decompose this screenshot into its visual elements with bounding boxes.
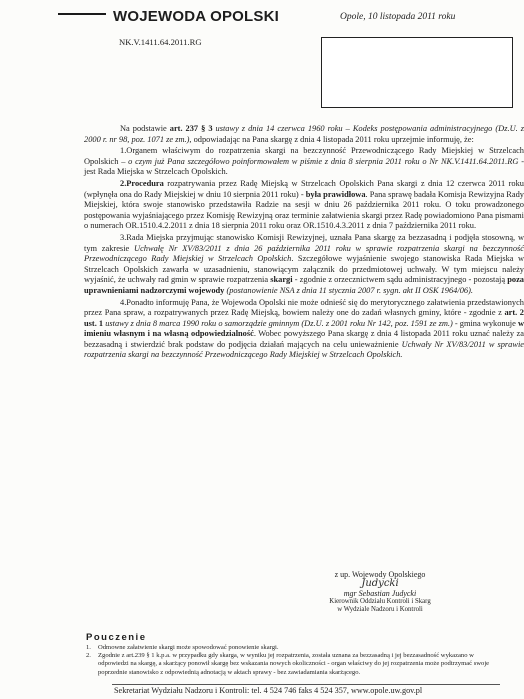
signatory-department: w Wydziale Nadzoru i Kontroli xyxy=(337,606,423,614)
letter-body xyxy=(84,124,524,362)
text-run: 4.Ponadto informuję Pana, że Wojewoda Opolski nie może odnieść się do merytorycznego załatwienia przedstawionych przez Pana spraw, a rozpatrywanych przez Radę Miejską, bowiem należy one do zadań własnych gminy, które - zgodnie z xyxy=(84,297,524,318)
paragraph-1 xyxy=(84,146,524,178)
authority-title: WOJEWODA OPOLSKI xyxy=(113,8,279,25)
text-run: poza uprawnieniami nadzorczymi wojewody xyxy=(84,275,524,295)
paragraph-3 xyxy=(84,233,524,297)
text-run: art. 237 § 3 xyxy=(169,124,213,133)
text-run: Na podstawie xyxy=(120,124,170,133)
pouczenie-item: 2. Zgodnie z art.239 § 1 k.p.a. w przypadku gdy skarga, w wyniku jej rozpatrzenia, została uznana za bezzasadną i jej bezzasadność wykazano w odpowiedzi na skargę, a skarżący ponowił skargę bez wskazania nowych okoliczności - organ właściwy do jej rozpatrzenia może podtrzymać swoje poprzednie stanowisko z odpowiednią adnotacją w aktach sprawy - bez zawiadamiania skarżącego. xyxy=(86,652,490,676)
redacted-address-box xyxy=(321,37,513,108)
text-run: . Pana sprawę badała Komisja Rewizyjna Rady Miejskiej, która swoje stanowisko przedstawiła Radzie na sesji w dniu 26 października 2011 roku. O toku prowadzonego postępowania wyjaśniającego przez Komisję Rewizyjną oraz terminie załatwienia skargi przez Radę powiadomiono Pana pismami o numerach OR.1510.4.2.2011 z dnia 18 sierpnia 2011 roku oraz OR.1510.4.3.2011 z dnia 7 października 2011 roku. xyxy=(84,189,524,231)
text-run: rozpatrywania przez Radę Miejską w Strzelcach Opolskich Pana skargi z dnia 12 czerwca 2011 roku (wpłynęła ona do Rady Miejskiej w dniu 10 sierpnia 2011 roku) - xyxy=(84,178,524,199)
text-run: – o czym już Pana szczegółowo poinformowałem w piśmie z dnia 8 sierpnia 2011 roku o Nr NK.V.1411.64.2011.RG xyxy=(118,156,519,166)
signature-block xyxy=(300,570,460,614)
text-run: , odpowiadając na Pana skargę z dnia 4 listopada 2011 roku uprzejmie informuję, że: xyxy=(189,134,474,144)
pouczenie-list xyxy=(86,644,506,677)
handwritten-signature: Judycki xyxy=(361,578,399,590)
signatory-title: Kierownik Oddziału Kontroli i Skarg xyxy=(329,598,431,606)
paragraph-2 xyxy=(84,179,524,232)
text-run: skargi xyxy=(270,275,293,285)
pouczenie-item: 1. Odmowne załatwienie skargi może spowodować ponowienie skargi. xyxy=(86,644,279,651)
text-run: . Szczegółowe wyjaśnienie swojego stanowiska Rada Miejska w Strzelcach Opolskich zawarła w uzasadnieniu, stanowiącym załącznik do przedmiotowej uchwały. W tym miejscu należy wyjaśnić, że uchwały rad gmin w sprawie rozpatrzenia xyxy=(84,254,524,285)
text-run: 1.Organem właściwym do rozpatrzenia skargi na bezczynność Przewodniczącego Rady Miejskiej w Strzelcach Opolskich xyxy=(84,146,524,166)
paragraph-intro xyxy=(84,124,524,145)
pouczenie-heading: Pouczenie xyxy=(86,632,147,643)
text-run: - zgodnie z orzecznictwem sądu administracyjnego - pozostają xyxy=(292,275,508,285)
footer-rule xyxy=(112,684,500,685)
text-run: . Wobec powyższego Pana skargę z dnia 4 listopada 2011 roku uznać należy za bezzasadną i stwierdzić brak podstaw do podjęcia działań mających na celu unieważnienie xyxy=(84,329,524,349)
text-run: w imieniu własnym i na własną odpowiedzialność xyxy=(84,318,524,339)
text-run: - gmina wykonuje xyxy=(452,318,518,328)
text-run: Uchwały Nr XV/83/2011 w sprawie rozpatrzenia skargi na bezczynność Przewodniczącego Rady Miejskiej w Strzelcach Opolskich. xyxy=(84,339,524,360)
text-run: 2.Procedura xyxy=(120,178,164,188)
text-run: 3.Rada Miejska przyjmując stanowisko Komisji Rewizyjnej, uznała Pana skargę za bezzasadną i podjęła stosowną, w tym zakresie xyxy=(84,232,524,253)
case-reference: NK.V.1411.64.2011.RG xyxy=(119,37,202,47)
text-run: (postanowienie NSA z dnia 11 stycznia 2007 r. sygn. akt II OSK 1964/06). xyxy=(224,285,473,295)
text-run: ustawy z dnia 8 marca 1990 roku o samorządzie gminnym (Dz.U. z 2001 roku Nr 142, poz. 1591 ze zm.) xyxy=(103,318,453,328)
footer-contact: Sekretariat Wydziału Nadzoru i Kontroli: tel. 4 524 746 faks 4 524 357, www.opole.uw.gov.pl xyxy=(114,686,423,695)
signatory-name: mgr Sebastian Judycki xyxy=(343,588,417,598)
paragraph-4 xyxy=(84,298,524,362)
text-run: art. 2 ust. 1 xyxy=(84,308,524,328)
text-run: Uchwałę Nr XV/83/2011 z dnia 26 października 2011 roku w sprawie rozpatrzenia skargi na bezczynność Przewodniczącego Rady Miejskiej w Strzelcach Opolskich xyxy=(84,243,524,264)
text-run: ustawy z dnia 14 czerwca 1960 roku – Kodeks postępowania administracyjnego (Dz.U. z 2000 r. nr 98, poz. 1071 ze zm.) xyxy=(84,124,524,144)
text-run: - jest Rada Miejska w Strzelcach Opolskich. xyxy=(84,156,524,177)
text-run: była prawidłowa xyxy=(305,189,366,199)
header-rule xyxy=(58,13,106,15)
place-date: Opole, 10 listopada 2011 roku xyxy=(340,12,456,22)
signature-authority: z up. Wojewody Opolskiego xyxy=(334,570,426,579)
